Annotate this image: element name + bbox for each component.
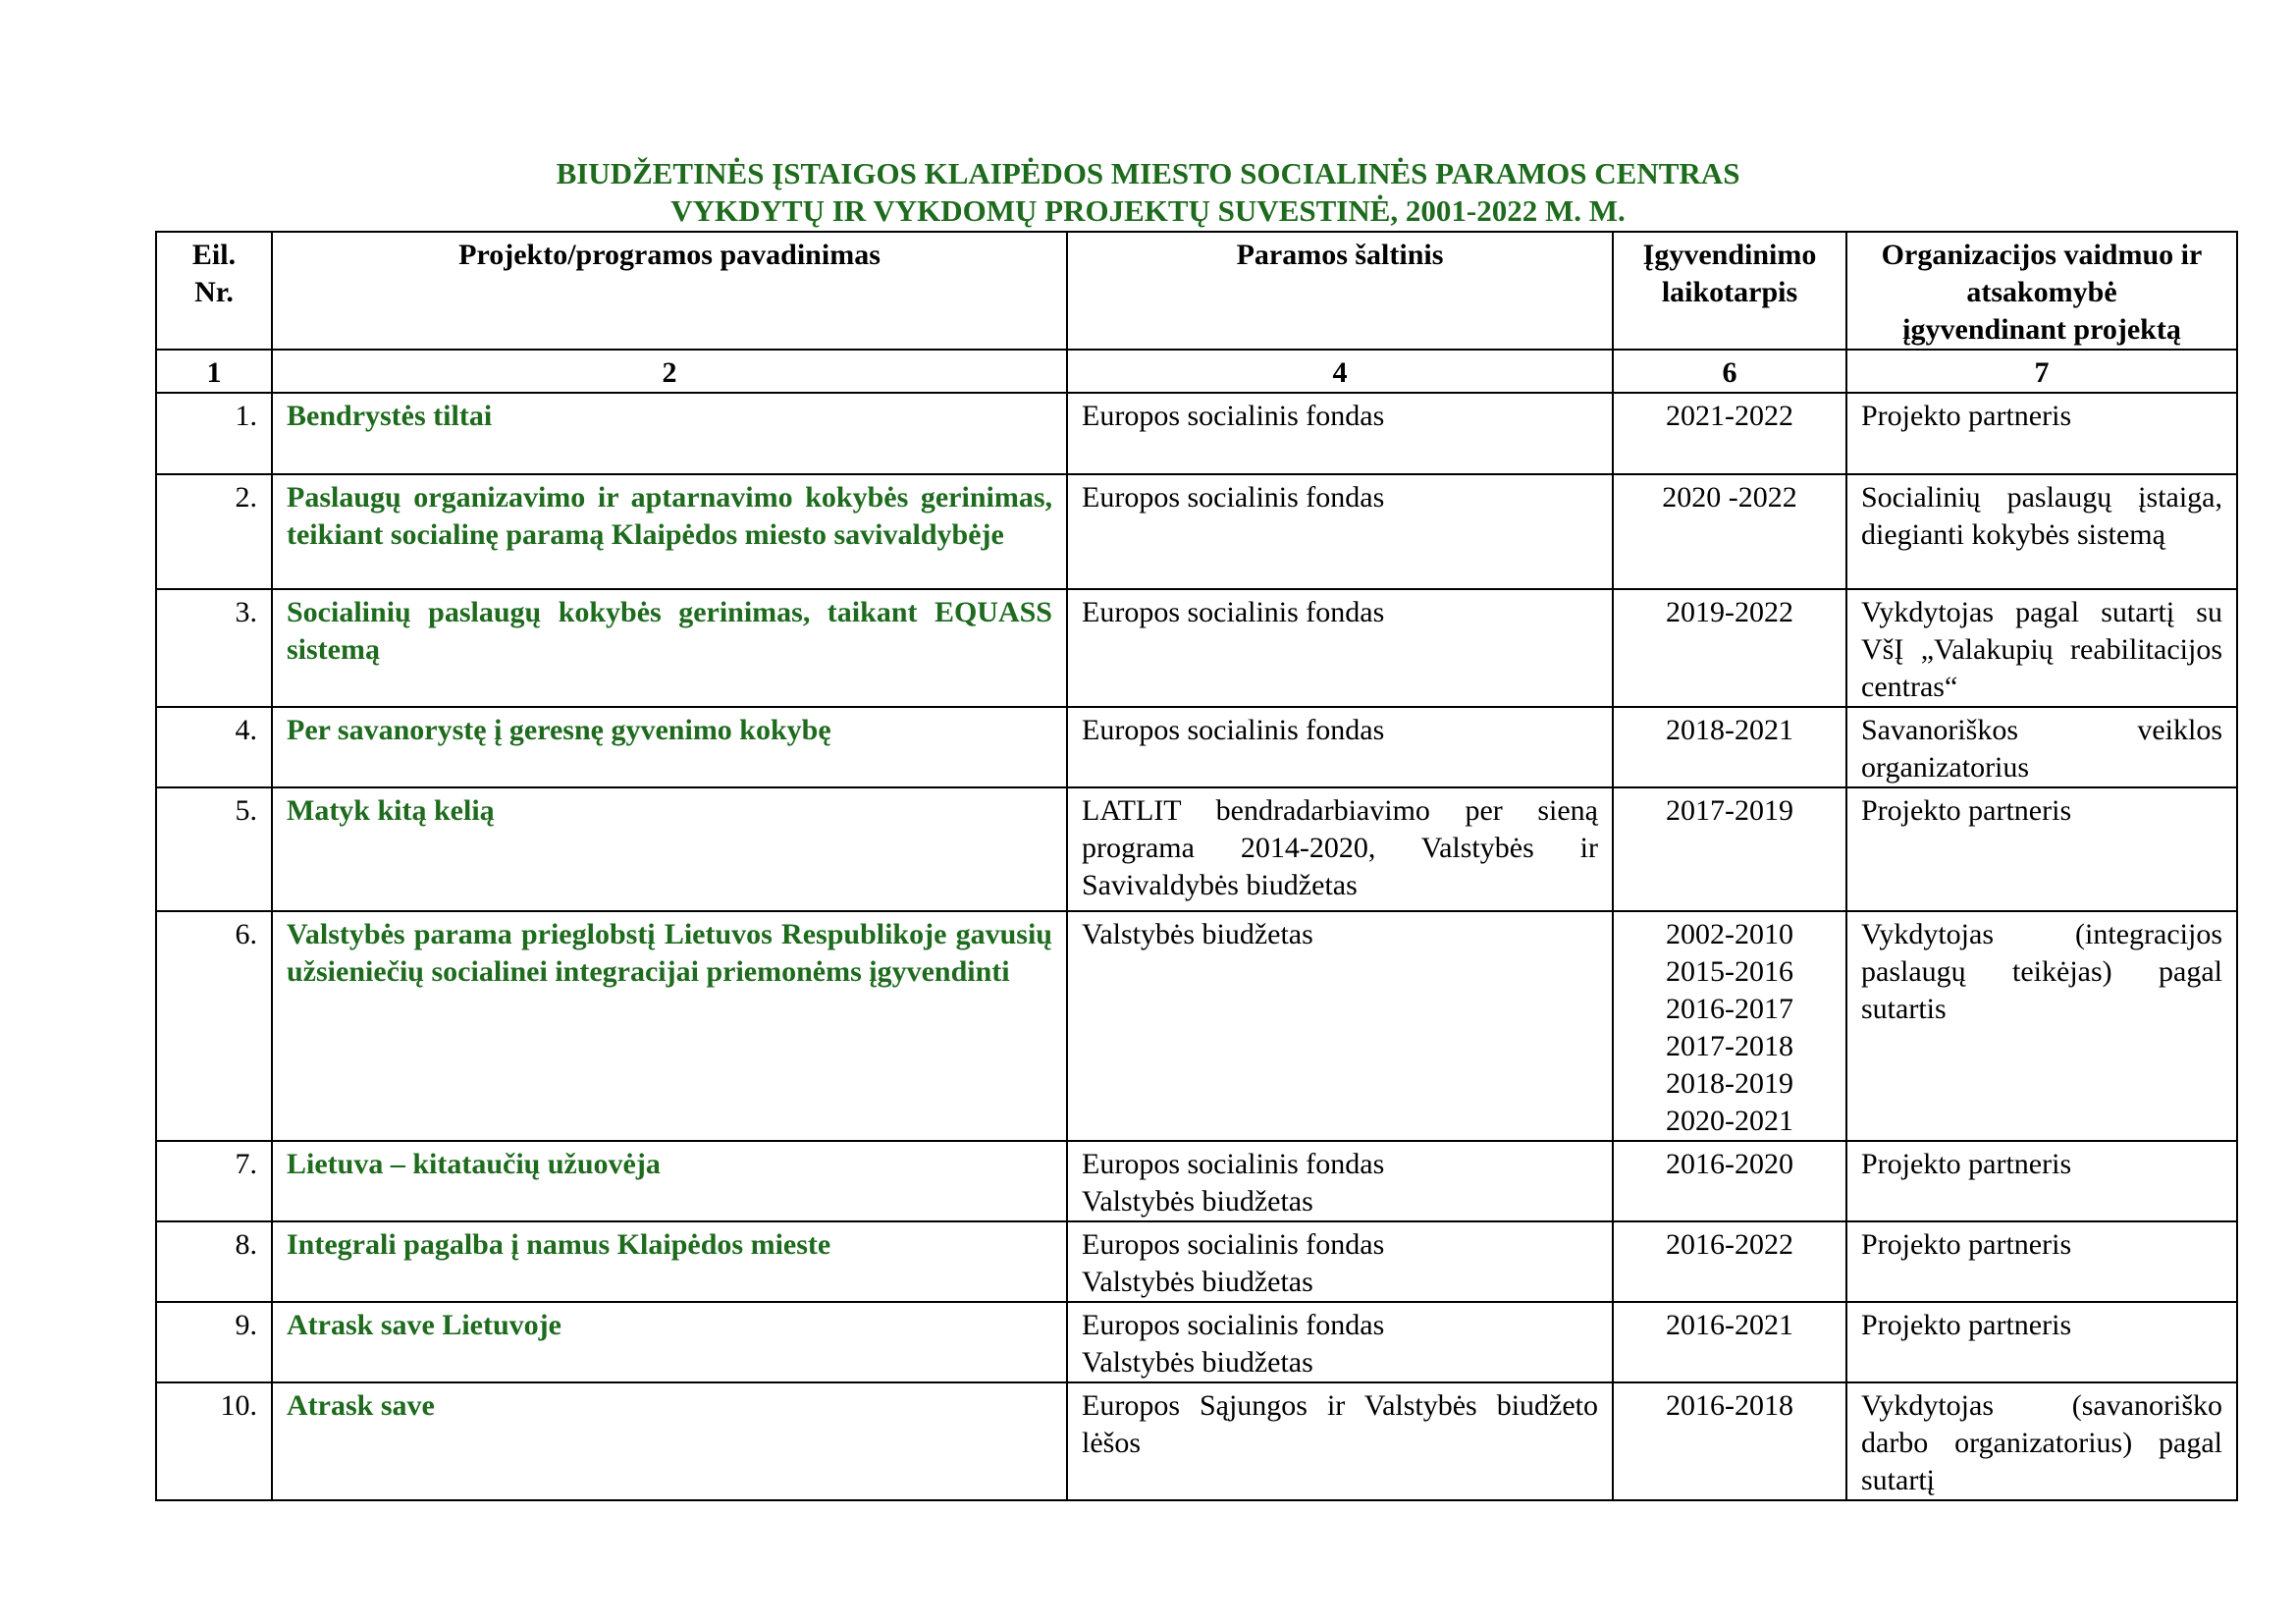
row-number: 1. — [156, 393, 272, 474]
period-line: 2002-2010 — [1666, 918, 1793, 950]
header-nr-line: Eil. — [191, 239, 237, 271]
table-row — [156, 787, 2237, 911]
funding-source-line: Europos socialinis fondas — [1082, 1309, 1385, 1341]
funding-source-line: Europos socialinis fondas — [1082, 714, 1385, 746]
period-line: 2017-2018 — [1666, 1030, 1793, 1062]
table-row — [156, 393, 2237, 474]
row-number: 8. — [156, 1221, 272, 1302]
document-title-line-2: VYKDYTŲ IR VYKDOMŲ PROJEKTŲ SUVESTINĖ, 2001-2022 M. M. — [670, 193, 1626, 228]
funding-source-line: Valstybės biudžetas — [1082, 1266, 1313, 1298]
column-number: 7 — [1846, 350, 2237, 393]
project-name: Lietuva – kitataučių užuovėja — [272, 1141, 1067, 1221]
project-name: Valstybės parama prieglobstį Lietuvos Respublikoje gavusių užsieniečių socialinei integracijai priemonėms įgyvendinti — [272, 911, 1067, 1141]
table-row — [156, 1221, 2237, 1302]
table-row — [156, 1141, 2237, 1221]
implementation-period — [1613, 474, 1846, 589]
period-line: 2021-2022 — [1666, 400, 1793, 432]
organization-role: Socialinių paslaugų įstaiga, diegianti kokybės sistemą — [1846, 474, 2237, 589]
organization-role: Projekto partneris — [1846, 1221, 2237, 1302]
funding-source-line: LATLIT bendradarbiavimo per sieną programa 2014-2020, Valstybės ir Savivaldybės biudžetas — [1082, 794, 1598, 901]
funding-source — [1067, 707, 1613, 787]
period-line: 2016-2020 — [1666, 1148, 1793, 1180]
row-number: 7. — [156, 1141, 272, 1221]
header-nr-line: Nr. — [194, 276, 234, 308]
column-number: 6 — [1613, 350, 1846, 393]
implementation-period — [1613, 707, 1846, 787]
project-name: Per savanorystę į geresnę gyvenimo kokybę — [272, 707, 1067, 787]
period-line: 2016-2018 — [1666, 1389, 1793, 1422]
table-row — [156, 474, 2237, 589]
table-row — [156, 1302, 2237, 1382]
funding-source — [1067, 1141, 1613, 1221]
table-header-row — [156, 232, 2237, 350]
funding-source — [1067, 911, 1613, 1141]
header-source: Paramos šaltinis — [1067, 232, 1613, 350]
funding-source-line: Europos socialinis fondas — [1082, 1228, 1385, 1261]
period-line: 2018-2021 — [1666, 714, 1793, 746]
row-number: 6. — [156, 911, 272, 1141]
funding-source-line: Valstybės biudžetas — [1082, 1185, 1313, 1218]
funding-source-line: Valstybės biudžetas — [1082, 918, 1313, 950]
project-name: Atrask save — [272, 1382, 1067, 1500]
funding-source — [1067, 1302, 1613, 1382]
period-line: 2016-2017 — [1666, 993, 1793, 1025]
organization-role: Projekto partneris — [1846, 393, 2237, 474]
implementation-period — [1613, 1141, 1846, 1221]
implementation-period — [1613, 1221, 1846, 1302]
header-nr — [156, 232, 272, 350]
period-line: 2015-2016 — [1666, 955, 1793, 988]
table-row — [156, 589, 2237, 707]
column-number: 4 — [1067, 350, 1613, 393]
row-number: 5. — [156, 787, 272, 911]
table-row — [156, 911, 2237, 1141]
project-name: Bendrystės tiltai — [272, 393, 1067, 474]
period-line: 2016-2021 — [1666, 1309, 1793, 1341]
funding-source — [1067, 1221, 1613, 1302]
period-line: 2020 -2022 — [1662, 481, 1797, 514]
header-period-line: laikotarpis — [1661, 276, 1798, 308]
row-number: 3. — [156, 589, 272, 707]
funding-source — [1067, 787, 1613, 911]
organization-role: Projekto partneris — [1846, 787, 2237, 911]
column-number: 2 — [272, 350, 1067, 393]
period-line: 2018-2019 — [1666, 1067, 1793, 1100]
document-title-line-1: BIUDŽETINĖS ĮSTAIGOS KLAIPĖDOS MIESTO SOCIALINĖS PARAMOS CENTRAS — [556, 156, 1740, 190]
implementation-period — [1613, 787, 1846, 911]
header-role-line: atsakomybė — [1966, 276, 2117, 308]
project-name: Matyk kitą kelią — [272, 787, 1067, 911]
project-name: Paslaugų organizavimo ir aptarnavimo kokybės gerinimas, teikiant socialinę paramą Klaipėdos miesto savivaldybėje — [272, 474, 1067, 589]
organization-role: Projekto partneris — [1846, 1302, 2237, 1382]
projects-table — [155, 231, 2238, 1501]
implementation-period — [1613, 393, 1846, 474]
row-number: 2. — [156, 474, 272, 589]
organization-role: Savanoriškos veiklos organizatorius — [1846, 707, 2237, 787]
implementation-period — [1613, 1382, 1846, 1500]
implementation-period — [1613, 911, 1846, 1141]
header-role — [1846, 232, 2237, 350]
header-role-line: Organizacijos vaidmuo ir — [1881, 239, 2203, 271]
header-role-line: įgyvendinant projektą — [1902, 313, 2181, 346]
table-row — [156, 1382, 2237, 1500]
funding-source-line: Europos socialinis fondas — [1082, 596, 1385, 628]
funding-source-line: Europos Sąjungos ir Valstybės biudžeto lėšos — [1082, 1389, 1598, 1459]
column-number-row — [156, 350, 2237, 393]
funding-source — [1067, 589, 1613, 707]
funding-source-line: Europos socialinis fondas — [1082, 481, 1385, 514]
funding-source-line: Europos socialinis fondas — [1082, 1148, 1385, 1180]
funding-source-line: Valstybės biudžetas — [1082, 1346, 1313, 1379]
header-period — [1613, 232, 1846, 350]
implementation-period — [1613, 1302, 1846, 1382]
project-name: Socialinių paslaugų kokybės gerinimas, taikant EQUASS sistemą — [272, 589, 1067, 707]
organization-role: Vykdytojas (integracijos paslaugų teikėjas) pagal sutartis — [1846, 911, 2237, 1141]
row-number: 4. — [156, 707, 272, 787]
row-number: 9. — [156, 1302, 272, 1382]
funding-source — [1067, 1382, 1613, 1500]
organization-role: Vykdytojas pagal sutartį su VšĮ „Valakupių reabilitacijos centras“ — [1846, 589, 2237, 707]
period-line: 2017-2019 — [1666, 794, 1793, 827]
period-line: 2016-2022 — [1666, 1228, 1793, 1261]
funding-source-line: Europos socialinis fondas — [1082, 400, 1385, 432]
row-number: 10. — [156, 1382, 272, 1500]
header-period-line: Įgyvendinimo — [1642, 239, 1817, 271]
organization-role: Vykdytojas (savanoriško darbo organizatorius) pagal sutartį — [1846, 1382, 2237, 1500]
funding-source — [1067, 393, 1613, 474]
column-number: 1 — [156, 350, 272, 393]
project-name: Atrask save Lietuvoje — [272, 1302, 1067, 1382]
funding-source — [1067, 474, 1613, 589]
implementation-period — [1613, 589, 1846, 707]
organization-role: Projekto partneris — [1846, 1141, 2237, 1221]
header-name: Projekto/programos pavadinimas — [272, 232, 1067, 350]
table-row — [156, 707, 2237, 787]
project-name: Integrali pagalba į namus Klaipėdos mieste — [272, 1221, 1067, 1302]
period-line: 2020-2021 — [1666, 1105, 1793, 1137]
period-line: 2019-2022 — [1666, 596, 1793, 628]
